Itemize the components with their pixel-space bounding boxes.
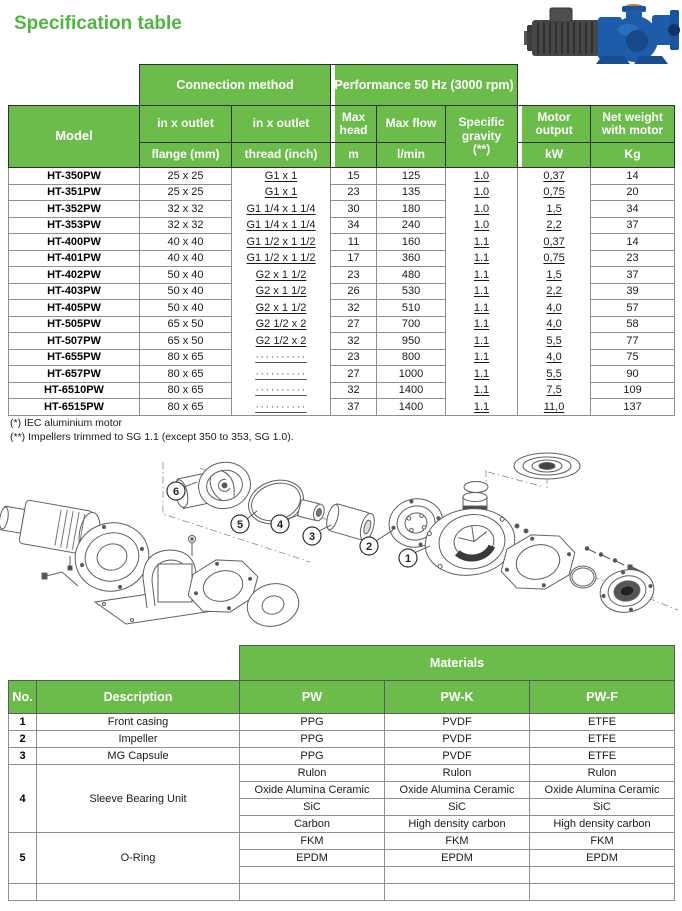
spacer-cell: [518, 65, 675, 106]
model-cell: HT-352PW: [9, 201, 140, 218]
material-pw-cell: PPG: [240, 748, 385, 765]
thread-cell-value: ··········: [255, 351, 307, 364]
material-pw-cell: PPG: [240, 731, 385, 748]
motor-output-cell-value: 1,5: [546, 202, 562, 215]
motor-output-cell-value: 4,0: [546, 318, 562, 331]
flange-cell: 32 x 32: [140, 217, 232, 234]
net-weight-cell: 58: [591, 316, 675, 333]
specific-gravity-cell-value: 1.1: [473, 351, 490, 364]
model-cell: HT-400PW: [9, 234, 140, 251]
max-head-cell: 32: [331, 382, 377, 399]
thread-cell-value: G1 1/4 x 1 1/4: [246, 202, 316, 215]
material-pw-cell: PPG: [240, 714, 385, 731]
footnote-impellers: (**) Impellers trimmed to SG 1.1 (except 350 to 353, SG 1.0).: [10, 431, 294, 443]
thread-cell: [232, 316, 331, 333]
part-label-3: 3: [308, 531, 316, 543]
spec-table-row: [9, 217, 675, 234]
specific-gravity-cell-value: 1.1: [473, 268, 490, 281]
max-head-cell: 15: [331, 168, 377, 185]
model-cell: HT-351PW: [9, 184, 140, 201]
net-weight-cell: 77: [591, 333, 675, 350]
net-weight-cell: 23: [591, 250, 675, 267]
spec-table-row: [9, 267, 675, 284]
max-flow-cell: 950: [377, 333, 446, 350]
specific-gravity-cell: [446, 184, 518, 201]
flange-cell: 40 x 40: [140, 250, 232, 267]
max-flow-cell: 510: [377, 300, 446, 317]
specific-gravity-cell: [446, 250, 518, 267]
material-pwf-cell: [530, 884, 675, 901]
motor-output-cell-value: 4,0: [546, 301, 562, 314]
material-pwf-cell: ETFE: [530, 748, 675, 765]
material-pwk-cell: EPDM: [385, 850, 530, 867]
material-pw-cell: [240, 884, 385, 901]
max-flow-cell: 530: [377, 283, 446, 300]
thread-cell-value: G2 1/2 x 2: [255, 318, 307, 331]
part-no-cell: 3: [9, 748, 37, 765]
flange-cell: 25 x 25: [140, 168, 232, 185]
material-pw-cell: FKM: [240, 833, 385, 850]
thread-cell-value: G2 1/2 x 2: [255, 334, 307, 347]
motor-output-cell: [518, 201, 591, 218]
flange-cell: 50 x 40: [140, 300, 232, 317]
description-cell: Sleeve Bearing Unit: [37, 765, 240, 833]
motor-body: [524, 8, 600, 56]
thread-cell: [232, 366, 331, 383]
spec-table-row: [9, 349, 675, 366]
spec-table-row: [9, 333, 675, 350]
model-cell: HT-655PW: [9, 349, 140, 366]
max-flow-cell: 1400: [377, 382, 446, 399]
specific-gravity-cell: [446, 168, 518, 185]
description-cell: [37, 884, 240, 901]
specific-gravity-header: [446, 106, 518, 168]
material-pwk-cell: Rulon: [385, 765, 530, 782]
materials-title: Materials: [240, 646, 675, 681]
description-cell: Front casing: [37, 714, 240, 731]
specific-gravity-label: Specific gravity: [458, 115, 505, 143]
specific-gravity-cell: [446, 283, 518, 300]
motor-output-cell: [518, 349, 591, 366]
net-weight-cell: 37: [591, 217, 675, 234]
thread-cell-value: G1 1/2 x 1 1/2: [246, 252, 316, 265]
flange-unit-header: flange (mm): [140, 143, 232, 168]
max-head-cell: 32: [331, 300, 377, 317]
specific-gravity-cell: [446, 316, 518, 333]
motor-output-cell-value: 1,5: [546, 268, 562, 281]
specific-gravity-cell-value: 1.1: [473, 252, 490, 265]
material-pwf-cell: EPDM: [530, 850, 675, 867]
max-head-unit-header: m: [331, 143, 377, 168]
flange-cell: 80 x 65: [140, 399, 232, 416]
material-pwf-cell: [530, 867, 675, 884]
thread-cell: [232, 399, 331, 416]
model-cell: HT-403PW: [9, 283, 140, 300]
spec-table-row: [9, 184, 675, 201]
thread-cell-value: G1 x 1: [264, 170, 298, 182]
outlet-flange: [596, 565, 658, 617]
pump-product-photo: [524, 1, 680, 65]
material-pwf-cell: Oxide Alumina Ceramic: [530, 782, 675, 799]
motor-output-cell: [518, 382, 591, 399]
motor-output-header: Motor output: [518, 106, 591, 143]
part-no-cell: 2: [9, 731, 37, 748]
part-label-4: 4: [276, 519, 284, 531]
material-pwf-cell: SiC: [530, 799, 675, 816]
motor-output-cell: [518, 168, 591, 185]
specific-gravity-cell: [446, 300, 518, 317]
no-column-header: No.: [9, 681, 37, 714]
material-pwk-cell: Oxide Alumina Ceramic: [385, 782, 530, 799]
screw: [42, 572, 78, 586]
material-pwf-cell: ETFE: [530, 714, 675, 731]
model-cell: HT-401PW: [9, 250, 140, 267]
part-label-2: 2: [365, 541, 373, 553]
thread-cell-value: ··········: [255, 367, 307, 380]
max-head-cell: 26: [331, 283, 377, 300]
thread-cell: [232, 234, 331, 251]
model-column-header: Model: [9, 106, 140, 168]
part-mg-capsule: [324, 502, 377, 542]
motor-output-cell: [518, 250, 591, 267]
max-head-cell: 23: [331, 267, 377, 284]
performance-header: Performance 50 Hz (3000 rpm): [331, 65, 518, 106]
model-cell: HT-350PW: [9, 168, 140, 185]
thread-cell: [232, 267, 331, 284]
specific-gravity-cell-value: 1.0: [473, 219, 490, 232]
motor-output-cell: [518, 267, 591, 284]
material-pwk-cell: PVDF: [385, 714, 530, 731]
materials-table-row: [9, 884, 675, 901]
motor-output-cell: [518, 399, 591, 416]
part-label-6: 6: [172, 486, 180, 498]
materials-table-row: [9, 765, 675, 782]
specific-gravity-cell-value: 1.0: [473, 202, 490, 215]
thread-cell-value: ··········: [255, 384, 307, 397]
exploded-parts-diagram: [0, 450, 682, 650]
thread-cell: [232, 349, 331, 366]
max-head-cell: 32: [331, 333, 377, 350]
specific-gravity-cell-value: 1.0: [473, 170, 490, 182]
specific-gravity-cell: [446, 399, 518, 416]
motor-output-unit-header: kW: [518, 143, 591, 168]
motor-output-cell: [518, 366, 591, 383]
motor-output-cell: [518, 283, 591, 300]
specific-gravity-cell-value: 1.1: [473, 235, 490, 248]
thread-cell: [232, 201, 331, 218]
spec-table-row: [9, 168, 675, 185]
max-flow-cell: 700: [377, 316, 446, 333]
motor-output-cell: [518, 217, 591, 234]
material-pw-cell: [240, 867, 385, 884]
motor-output-cell-value: 2,2: [546, 285, 562, 298]
part-no-cell: 1: [9, 714, 37, 731]
max-flow-cell: 135: [377, 184, 446, 201]
spec-table-row: [9, 300, 675, 317]
max-flow-cell: 1400: [377, 399, 446, 416]
material-pwk-cell: PVDF: [385, 731, 530, 748]
max-flow-cell: 480: [377, 267, 446, 284]
connection-method-header: Connection method: [140, 65, 331, 106]
part-o-ring-small: [570, 566, 596, 588]
specific-gravity-cell-value: 1.0: [473, 186, 490, 199]
top-flanged-disc: [514, 453, 580, 479]
materials-title-band: [9, 646, 675, 681]
net-weight-cell: 90: [591, 366, 675, 383]
description-cell: O-Ring: [37, 833, 240, 884]
motor-output-cell-value: 4,0: [546, 351, 562, 364]
description-column-header: Description: [37, 681, 240, 714]
motor-output-cell-value: 7,5: [546, 384, 562, 397]
specific-gravity-cell: [446, 382, 518, 399]
specific-gravity-cell: [446, 201, 518, 218]
material-pw-cell: SiC: [240, 799, 385, 816]
spec-table-row: [9, 250, 675, 267]
thread-cell: [232, 168, 331, 185]
pwf-column-header: PW-F: [530, 681, 675, 714]
flange-cell: 50 x 40: [140, 267, 232, 284]
description-cell: Impeller: [37, 731, 240, 748]
part-no-cell: [9, 884, 37, 901]
specific-gravity-cell: [446, 217, 518, 234]
spec-table-row: [9, 234, 675, 251]
max-head-cell: 34: [331, 217, 377, 234]
motor-output-cell-value: 0,37: [543, 235, 565, 248]
model-cell: HT-657PW: [9, 366, 140, 383]
max-flow-cell: 1000: [377, 366, 446, 383]
specific-gravity-cell: [446, 234, 518, 251]
max-head-header: Max head: [331, 106, 377, 143]
inlet-outlet-flange-header: in x outlet: [140, 106, 232, 143]
thread-cell: [232, 382, 331, 399]
thread-cell: [232, 184, 331, 201]
part-label-1: 1: [404, 553, 412, 565]
specific-gravity-note: (**): [472, 142, 491, 157]
specific-gravity-cell: [446, 366, 518, 383]
net-weight-cell: 14: [591, 234, 675, 251]
flange-cell: 65 x 50: [140, 316, 232, 333]
model-cell: HT-6510PW: [9, 382, 140, 399]
thread-cell-value: G2 x 1 1/2: [255, 301, 307, 314]
material-pwk-cell: [385, 884, 530, 901]
specific-gravity-cell: [446, 333, 518, 350]
motor-output-cell-value: 0,75: [543, 252, 565, 265]
motor-output-cell-value: 5,5: [546, 367, 562, 380]
thread-cell: [232, 217, 331, 234]
spec-table-row: [9, 316, 675, 333]
materials-table-row: [9, 731, 675, 748]
specific-gravity-cell: [446, 349, 518, 366]
max-head-cell: 27: [331, 366, 377, 383]
material-pwk-cell: [385, 867, 530, 884]
thread-cell: [232, 250, 331, 267]
part-bushing: [297, 499, 325, 522]
max-head-cell: 17: [331, 250, 377, 267]
materials-header-band: [9, 681, 675, 714]
spec-table-row: [9, 201, 675, 218]
net-weight-cell: 34: [591, 201, 675, 218]
material-pwk-cell: High density carbon: [385, 816, 530, 833]
material-pwf-cell: Rulon: [530, 765, 675, 782]
thread-cell-value: G2 x 1 1/2: [255, 285, 307, 298]
net-weight-cell: 39: [591, 283, 675, 300]
flange-cell: 25 x 25: [140, 184, 232, 201]
model-cell: HT-402PW: [9, 267, 140, 284]
max-flow-cell: 160: [377, 234, 446, 251]
thread-cell-value: G2 x 1 1/2: [255, 268, 307, 281]
specific-gravity-cell: [446, 267, 518, 284]
max-flow-cell: 360: [377, 250, 446, 267]
spec-header-band-a: [9, 65, 675, 106]
model-cell: HT-353PW: [9, 217, 140, 234]
thread-cell: [232, 333, 331, 350]
net-weight-unit-header: Kg: [591, 143, 675, 168]
spec-table-row: [9, 399, 675, 416]
material-pwf-cell: FKM: [530, 833, 675, 850]
specific-gravity-cell-value: 1.1: [473, 384, 490, 397]
part-no-cell: 4: [9, 765, 37, 833]
material-pwk-cell: PVDF: [385, 748, 530, 765]
thread-cell-value: ··········: [255, 400, 307, 413]
motor-output-cell: [518, 184, 591, 201]
pw-column-header: PW: [240, 681, 385, 714]
footnote-motor: (*) IEC aluminium motor: [10, 417, 123, 429]
page-title: Specification table: [14, 13, 182, 34]
motor-output-cell: [518, 316, 591, 333]
max-flow-header: Max flow: [377, 106, 446, 143]
max-flow-cell: 240: [377, 217, 446, 234]
pump-head: [596, 4, 680, 64]
specific-gravity-cell-value: 1.1: [473, 367, 490, 380]
material-pw-cell: Rulon: [240, 765, 385, 782]
max-head-cell: 37: [331, 399, 377, 416]
thread-unit-header: thread (inch): [232, 143, 331, 168]
material-pwf-cell: ETFE: [530, 731, 675, 748]
motor-output-cell: [518, 234, 591, 251]
spec-table-row: [9, 382, 675, 399]
model-cell: HT-505PW: [9, 316, 140, 333]
spacer-cell: [9, 646, 240, 681]
flange-cell: 32 x 32: [140, 201, 232, 218]
max-flow-cell: 800: [377, 349, 446, 366]
max-head-cell: 11: [331, 234, 377, 251]
specific-gravity-cell-value: 1.1: [473, 318, 490, 331]
max-head-cell: 23: [331, 349, 377, 366]
material-pw-cell: Oxide Alumina Ceramic: [240, 782, 385, 799]
thread-cell-value: G1 1/4 x 1 1/4: [246, 219, 316, 232]
net-weight-cell: 109: [591, 382, 675, 399]
motor-output-cell-value: 0,37: [543, 170, 565, 182]
materials-table: [8, 645, 675, 901]
model-cell: HT-507PW: [9, 333, 140, 350]
max-flow-unit-header: l/min: [377, 143, 446, 168]
model-cell: HT-405PW: [9, 300, 140, 317]
flange-cell: 65 x 50: [140, 333, 232, 350]
material-pw-cell: EPDM: [240, 850, 385, 867]
spec-table-row: [9, 283, 675, 300]
motor-output-cell-value: 11,0: [543, 400, 565, 413]
inlet-outlet-thread-header: in x outlet: [232, 106, 331, 143]
model-cell: HT-6515PW: [9, 399, 140, 416]
net-weight-cell: 37: [591, 267, 675, 284]
description-cell: MG Capsule: [37, 748, 240, 765]
net-weight-cell: 57: [591, 300, 675, 317]
materials-table-row: [9, 833, 675, 850]
part-no-cell: 5: [9, 833, 37, 884]
specific-gravity-cell-value: 1.1: [473, 301, 490, 314]
flange-cell: 50 x 40: [140, 283, 232, 300]
max-flow-cell: 180: [377, 201, 446, 218]
materials-table-row: [9, 714, 675, 731]
thread-cell-value: G1 1/2 x 1 1/2: [246, 235, 316, 248]
part-label-5: 5: [236, 519, 244, 531]
flange-cell: 80 x 65: [140, 382, 232, 399]
motor-output-cell-value: 2,2: [546, 219, 562, 232]
max-head-cell: 30: [331, 201, 377, 218]
motor-pin-head: [68, 566, 72, 570]
spec-table: [8, 64, 675, 416]
specific-gravity-cell-value: 1.1: [473, 400, 490, 413]
net-weight-cell: 137: [591, 399, 675, 416]
max-head-cell: 23: [331, 184, 377, 201]
spec-header-band-b: [9, 106, 675, 143]
spec-table-row: [9, 366, 675, 383]
material-pw-cell: Carbon: [240, 816, 385, 833]
motor-output-cell-value: 5,5: [546, 334, 562, 347]
thread-cell: [232, 300, 331, 317]
materials-table-row: [9, 748, 675, 765]
flange-cell: 80 x 65: [140, 366, 232, 383]
pwk-column-header: PW-K: [385, 681, 530, 714]
net-weight-header: Net weight with motor: [591, 106, 675, 143]
net-weight-cell: 75: [591, 349, 675, 366]
specific-gravity-cell-value: 1.1: [473, 334, 490, 347]
thread-cell-value: G1 x 1: [264, 186, 298, 199]
material-pwk-cell: FKM: [385, 833, 530, 850]
spacer-cell: [9, 65, 140, 106]
net-weight-cell: 14: [591, 168, 675, 185]
motor-output-cell: [518, 300, 591, 317]
thread-cell: [232, 283, 331, 300]
net-weight-cell: 20: [591, 184, 675, 201]
material-pwf-cell: High density carbon: [530, 816, 675, 833]
motor-output-cell-value: 0,75: [543, 186, 565, 199]
max-flow-cell: 125: [377, 168, 446, 185]
motor-output-cell: [518, 333, 591, 350]
specific-gravity-cell-value: 1.1: [473, 285, 490, 298]
flange-cell: 40 x 40: [140, 234, 232, 251]
max-head-cell: 27: [331, 316, 377, 333]
material-pwk-cell: SiC: [385, 799, 530, 816]
flange-cell: 80 x 65: [140, 349, 232, 366]
